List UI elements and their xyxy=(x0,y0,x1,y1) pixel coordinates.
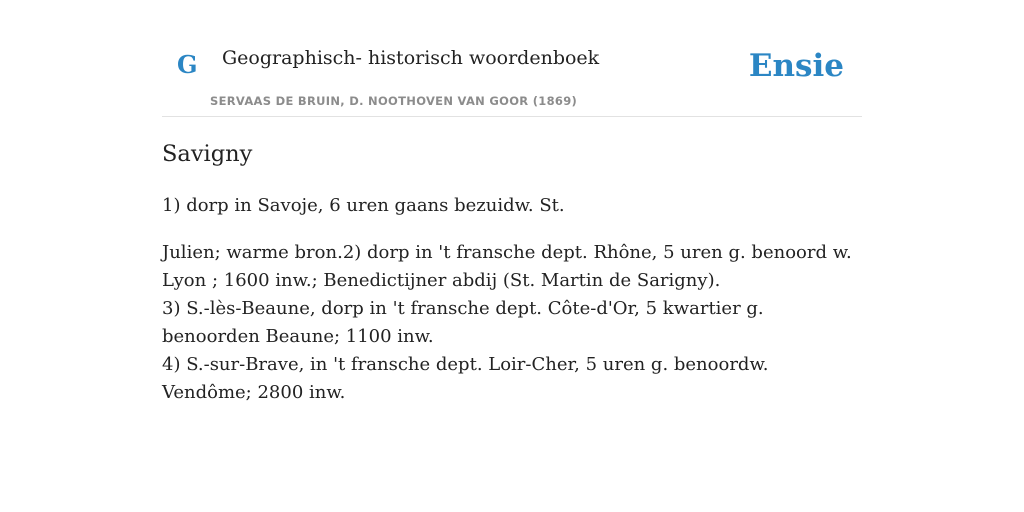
entry-paragraph: 4) S.-sur-Brave, in 't fransche dept. Loir-Cher, 5 uren g. benoordw. Vendôme; 2800 inw. xyxy=(162,354,769,403)
entry-paragraph: 1) dorp in Savoje, 6 uren gaans bezuidw. St. xyxy=(162,195,565,216)
entry-body xyxy=(162,192,862,407)
entry-paragraph: Julien; warme bron.2) dorp in 't fransche dept. Rhône, 5 uren g. benoord w. Lyon ; 1600 inw.; Benedictijner abdij (St. Martin de Sarigny). xyxy=(162,242,852,291)
entry-title: Savigny xyxy=(162,141,253,167)
book-authors: SERVAAS DE BRUIN, D. NOOTHOVEN VAN GOOR (1869) xyxy=(210,94,578,108)
book-title-link[interactable]: Geographisch- historisch woordenboek xyxy=(222,47,600,69)
entry-paragraph: 3) S.-lès-Beaune, dorp in 't fransche dept. Côte-d'Or, 5 kwartier g. benoorden Beaune; 1100 inw. xyxy=(162,298,764,347)
book-header xyxy=(162,0,862,117)
ensie-logo-link[interactable]: Ensie xyxy=(748,48,844,84)
book-logo-letter[interactable]: G xyxy=(177,50,198,79)
